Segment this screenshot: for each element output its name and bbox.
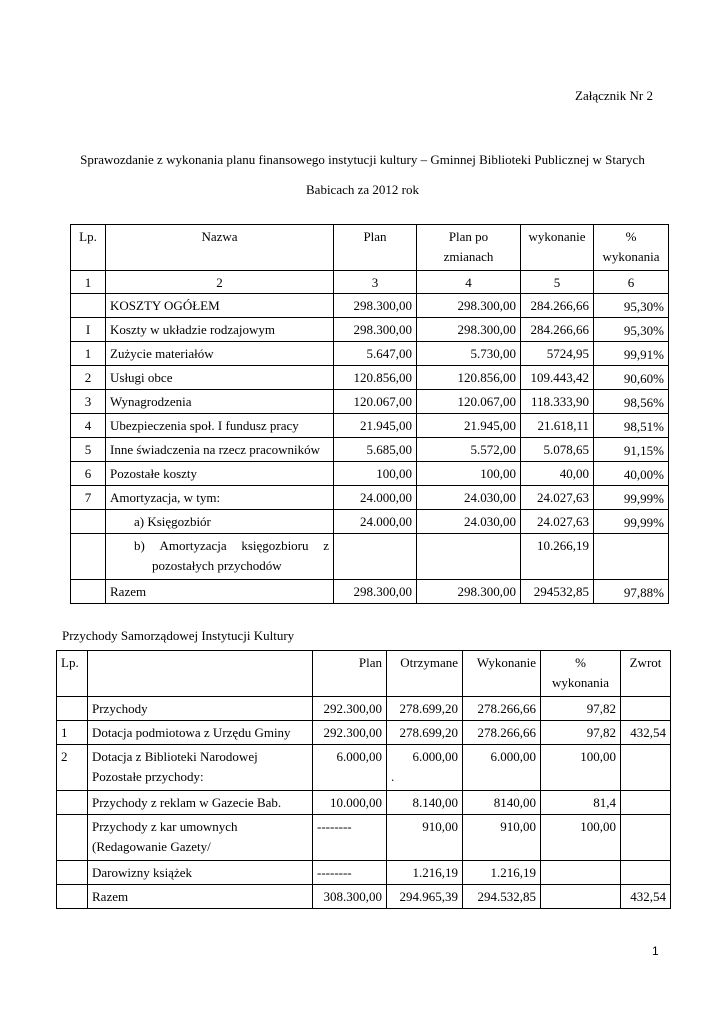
cell-name-line1: Dotacja podmiotowa z Urzędu Gminy xyxy=(92,725,291,740)
table-row xyxy=(57,697,671,721)
cell-plan: -------- xyxy=(313,861,387,885)
cell-name-text: Amortyzacja, w tym: xyxy=(110,490,221,505)
cell-plan: 120.856,00 xyxy=(334,366,417,390)
cell-wykonanie: 5724,95 xyxy=(521,342,594,366)
cell-pct xyxy=(541,885,621,909)
cell-pct: 97,82 xyxy=(541,721,621,745)
report-title-line1: Sprawozdanie z wykonania planu finansowego instytucji kultury – Gminnej Biblioteki Publicznej w Starych xyxy=(80,152,645,167)
table-row xyxy=(57,861,671,885)
cell-name-line1: Przychody xyxy=(92,701,148,716)
report-title-line2: Babicach za 2012 rok xyxy=(306,182,419,197)
cell-otrzymane-value: 8.140,00 xyxy=(412,795,458,810)
cell-pct: 99,99% xyxy=(594,486,669,510)
table-row xyxy=(57,815,671,861)
cell-name-line1: Przychody z reklam w Gazecie Bab. xyxy=(92,795,282,810)
cell-pct: 100,00 xyxy=(541,745,621,791)
costs-table xyxy=(70,224,669,604)
cell-wykonanie: 24.027,63 xyxy=(521,486,594,510)
header-pct xyxy=(594,225,669,271)
cell-name xyxy=(106,318,334,342)
cell-plan-po: 298.300,00 xyxy=(417,294,521,318)
cell-otrzymane-value: 278.699,20 xyxy=(399,701,458,716)
cell-lp xyxy=(57,791,88,815)
cell-wykonanie: 910,00 xyxy=(463,815,541,861)
cell-pct: 40,00% xyxy=(594,462,669,486)
header-pct-line1: % xyxy=(625,229,637,244)
cell-otrzymane xyxy=(387,721,463,745)
cell-wykonanie: 294.532,85 xyxy=(463,885,541,909)
cell-plan-po: 5.730,00 xyxy=(417,342,521,366)
header-lp: Lp. xyxy=(71,225,106,271)
header-pct xyxy=(541,651,621,697)
header-plan-po-line2: zmianach xyxy=(443,249,494,264)
column-number: 2 xyxy=(106,271,334,294)
cell-plan: 120.067,00 xyxy=(334,390,417,414)
cell-wykonanie: 294532,85 xyxy=(521,580,594,604)
table-row xyxy=(71,318,669,342)
cell-plan: -------- xyxy=(313,815,387,861)
cell-pct: 100,00 xyxy=(541,815,621,861)
cell-wykonanie: 40,00 xyxy=(521,462,594,486)
cell-zwrot xyxy=(621,697,671,721)
cell-otrzymane xyxy=(387,745,463,791)
cell-zwrot: 432,54 xyxy=(621,885,671,909)
table-row xyxy=(71,294,669,318)
cell-name xyxy=(106,342,334,366)
cell-otrzymane-value: 294.965,39 xyxy=(399,889,458,904)
table-row xyxy=(71,342,669,366)
cell-pct: 95,30% xyxy=(594,294,669,318)
header-plan-po xyxy=(417,225,521,271)
cell-name xyxy=(88,815,313,861)
cell-pct: 99,99% xyxy=(594,510,669,534)
cell-otrzymane xyxy=(387,885,463,909)
table-row xyxy=(71,390,669,414)
cell-name-text: Wynagrodzenia xyxy=(110,394,192,409)
table-row xyxy=(71,510,669,534)
cell-lp: 2 xyxy=(57,745,88,791)
column-number: 1 xyxy=(71,271,106,294)
table-row-total xyxy=(71,580,669,604)
header-plan: Plan xyxy=(334,225,417,271)
cell-lp xyxy=(57,885,88,909)
cell-plan xyxy=(334,534,417,580)
cell-name xyxy=(106,390,334,414)
cell-plan: 308.300,00 xyxy=(313,885,387,909)
cell-plan: 5.685,00 xyxy=(334,438,417,462)
cell-pct: 90,60% xyxy=(594,366,669,390)
cell-name xyxy=(88,861,313,885)
cell-zwrot xyxy=(621,861,671,885)
cell-pct: 97,82 xyxy=(541,697,621,721)
revenues-table xyxy=(56,650,671,909)
cell-name xyxy=(106,438,334,462)
column-number: 3 xyxy=(334,271,417,294)
header-nazwa xyxy=(88,651,313,697)
cell-pct xyxy=(594,534,669,580)
cell-otrzymane xyxy=(387,791,463,815)
cell-zwrot: 432,54 xyxy=(621,721,671,745)
cell-name-text: Usługi obce xyxy=(110,370,173,385)
header-wykonanie: wykonanie xyxy=(521,225,594,271)
cell-name-text: Inne świadczenia na rzecz pracowników xyxy=(110,442,321,457)
cell-name xyxy=(106,510,334,534)
cell-name-line2: (Redagowanie Gazety/ xyxy=(92,839,211,854)
cell-zwrot xyxy=(621,745,671,791)
cell-wykonanie: 8140,00 xyxy=(463,791,541,815)
cell-wykonanie: 278.266,66 xyxy=(463,721,541,745)
cell-lp: I xyxy=(71,318,106,342)
column-number: 6 xyxy=(594,271,669,294)
cell-name xyxy=(106,486,334,510)
header-plan: Plan xyxy=(313,651,387,697)
header-zwrot: Zwrot xyxy=(621,651,671,697)
header-wykonanie: Wykonanie xyxy=(463,651,541,697)
cell-pct: 97,88% xyxy=(594,580,669,604)
cell-otrzymane-mark: . xyxy=(391,769,395,784)
cell-otrzymane-value: 910,00 xyxy=(422,819,458,834)
header-pct-line2: wykonania xyxy=(602,249,660,264)
cell-plan: 6.000,00 xyxy=(313,745,387,791)
header-otrzymane: Otrzymane xyxy=(387,651,463,697)
cell-lp: 1 xyxy=(71,342,106,366)
cell-lp xyxy=(71,580,106,604)
cell-plan: 100,00 xyxy=(334,462,417,486)
cell-name-line1: Dotacja z Biblioteki Narodowej xyxy=(92,749,258,764)
cell-plan-po: 120.067,00 xyxy=(417,390,521,414)
cell-plan-po: 24.030,00 xyxy=(417,486,521,510)
header-plan-po-line1: Plan po xyxy=(448,229,489,244)
cell-lp xyxy=(71,294,106,318)
row-b-word2: księgozbioru xyxy=(241,538,309,553)
column-number-row xyxy=(71,271,669,294)
cell-plan-po: 298.300,00 xyxy=(417,580,521,604)
cell-name-text: a) Księgozbiór xyxy=(134,514,211,529)
cell-otrzymane-value: 278.699,20 xyxy=(399,725,458,740)
cell-pct: 81,4 xyxy=(541,791,621,815)
table-row xyxy=(57,791,671,815)
cell-plan: 24.000,00 xyxy=(334,510,417,534)
cell-wykonanie: 10.266,19 xyxy=(521,534,594,580)
cell-name xyxy=(106,534,334,580)
table-row xyxy=(71,462,669,486)
cell-plan: 298.300,00 xyxy=(334,294,417,318)
row-b-word1: Amortyzacja xyxy=(159,538,227,553)
cell-otrzymane-value: 6.000,00 xyxy=(412,749,458,764)
cell-name-line1: Darowizny książek xyxy=(92,865,192,880)
cell-name-line1: Przychody z kar umownych xyxy=(92,819,238,834)
cell-lp: 4 xyxy=(71,414,106,438)
table-header-row xyxy=(71,225,669,271)
cell-zwrot xyxy=(621,815,671,861)
cell-plan-po xyxy=(417,534,521,580)
cell-name xyxy=(88,697,313,721)
cell-pct: 91,15% xyxy=(594,438,669,462)
cell-lp: 6 xyxy=(71,462,106,486)
table-row-total xyxy=(57,885,671,909)
page-number: 1 xyxy=(652,944,659,958)
cell-otrzymane xyxy=(387,815,463,861)
cell-lp: 1 xyxy=(57,721,88,745)
cell-otrzymane xyxy=(387,861,463,885)
cell-plan-po: 5.572,00 xyxy=(417,438,521,462)
cell-name-line1: Razem xyxy=(92,889,129,904)
cell-lp xyxy=(71,534,106,580)
cell-otrzymane xyxy=(387,697,463,721)
cell-pct: 99,91% xyxy=(594,342,669,366)
cell-name xyxy=(88,791,313,815)
table-row xyxy=(71,438,669,462)
cell-lp: 5 xyxy=(71,438,106,462)
cell-name xyxy=(106,414,334,438)
cell-zwrot xyxy=(621,791,671,815)
cell-name xyxy=(88,721,313,745)
cell-plan-po: 120.856,00 xyxy=(417,366,521,390)
cell-lp xyxy=(57,697,88,721)
cell-name xyxy=(106,366,334,390)
cell-name xyxy=(106,294,334,318)
row-b-line1 xyxy=(110,536,329,556)
cell-wykonanie: 24.027,63 xyxy=(521,510,594,534)
cell-plan-po: 21.945,00 xyxy=(417,414,521,438)
cell-plan: 298.300,00 xyxy=(334,580,417,604)
cell-lp xyxy=(71,510,106,534)
cell-plan-po: 100,00 xyxy=(417,462,521,486)
row-b-word3: z xyxy=(323,538,329,553)
header-lp: Lp. xyxy=(57,651,88,697)
row-b-label: b) xyxy=(134,538,145,553)
table-row xyxy=(71,414,669,438)
cell-plan-po: 24.030,00 xyxy=(417,510,521,534)
cell-plan: 24.000,00 xyxy=(334,486,417,510)
cell-pct: 98,56% xyxy=(594,390,669,414)
cell-lp: 3 xyxy=(71,390,106,414)
table-row xyxy=(71,486,669,510)
cell-plan-po: 298.300,00 xyxy=(417,318,521,342)
cell-lp xyxy=(57,815,88,861)
header-pct-line2: wykonania xyxy=(551,675,610,690)
cell-name-text: Koszty w układzie rodzajowym xyxy=(110,322,275,337)
cell-pct xyxy=(541,861,621,885)
cell-pct: 95,30% xyxy=(594,318,669,342)
cell-name-text: Zużycie materiałów xyxy=(110,346,214,361)
section-title-revenues: Przychody Samorządowej Instytucji Kultury xyxy=(62,628,295,643)
cell-name: Razem xyxy=(106,580,334,604)
cell-wykonanie: 118.333,90 xyxy=(521,390,594,414)
cell-wykonanie: 5.078,65 xyxy=(521,438,594,462)
cell-plan: 292.300,00 xyxy=(313,697,387,721)
cell-wykonanie: 278.266,66 xyxy=(463,697,541,721)
cell-otrzymane-value: 1.216,19 xyxy=(412,865,458,880)
column-number: 4 xyxy=(417,271,521,294)
cell-name xyxy=(106,462,334,486)
cell-plan: 298.300,00 xyxy=(334,318,417,342)
cell-wykonanie: 109.443,42 xyxy=(521,366,594,390)
cell-plan: 21.945,00 xyxy=(334,414,417,438)
row-b-line2: pozostałych przychodów xyxy=(152,558,282,573)
cell-name-line2: Pozostałe przychody: xyxy=(92,769,204,784)
cell-wykonanie: 6.000,00 xyxy=(463,745,541,791)
cell-lp xyxy=(57,861,88,885)
cell-wykonanie: 21.618,11 xyxy=(521,414,594,438)
header-nazwa: Nazwa xyxy=(106,225,334,271)
cell-wykonanie: 1.216,19 xyxy=(463,861,541,885)
column-number: 5 xyxy=(521,271,594,294)
cell-name-text: Ubezpieczenia społ. I fundusz pracy xyxy=(110,418,299,433)
table-header-row xyxy=(57,651,671,697)
cell-plan: 10.000,00 xyxy=(313,791,387,815)
cell-lp: 2 xyxy=(71,366,106,390)
cell-name-text: KOSZTY OGÓŁEM xyxy=(110,298,220,313)
table-row xyxy=(71,366,669,390)
header-pct-line1: % xyxy=(575,655,586,670)
cell-wykonanie: 284.266,66 xyxy=(521,294,594,318)
cell-pct: 98,51% xyxy=(594,414,669,438)
cell-plan: 5.647,00 xyxy=(334,342,417,366)
cell-lp: 7 xyxy=(71,486,106,510)
cell-name-text: Pozostałe koszty xyxy=(110,466,198,481)
cell-name xyxy=(88,885,313,909)
cell-wykonanie: 284.266,66 xyxy=(521,318,594,342)
table-row-amortyzacja-b xyxy=(71,534,669,580)
attachment-label: Załącznik Nr 2 xyxy=(575,88,653,103)
cell-plan: 292.300,00 xyxy=(313,721,387,745)
cell-name xyxy=(88,745,313,791)
table-row xyxy=(57,745,671,791)
table-row xyxy=(57,721,671,745)
